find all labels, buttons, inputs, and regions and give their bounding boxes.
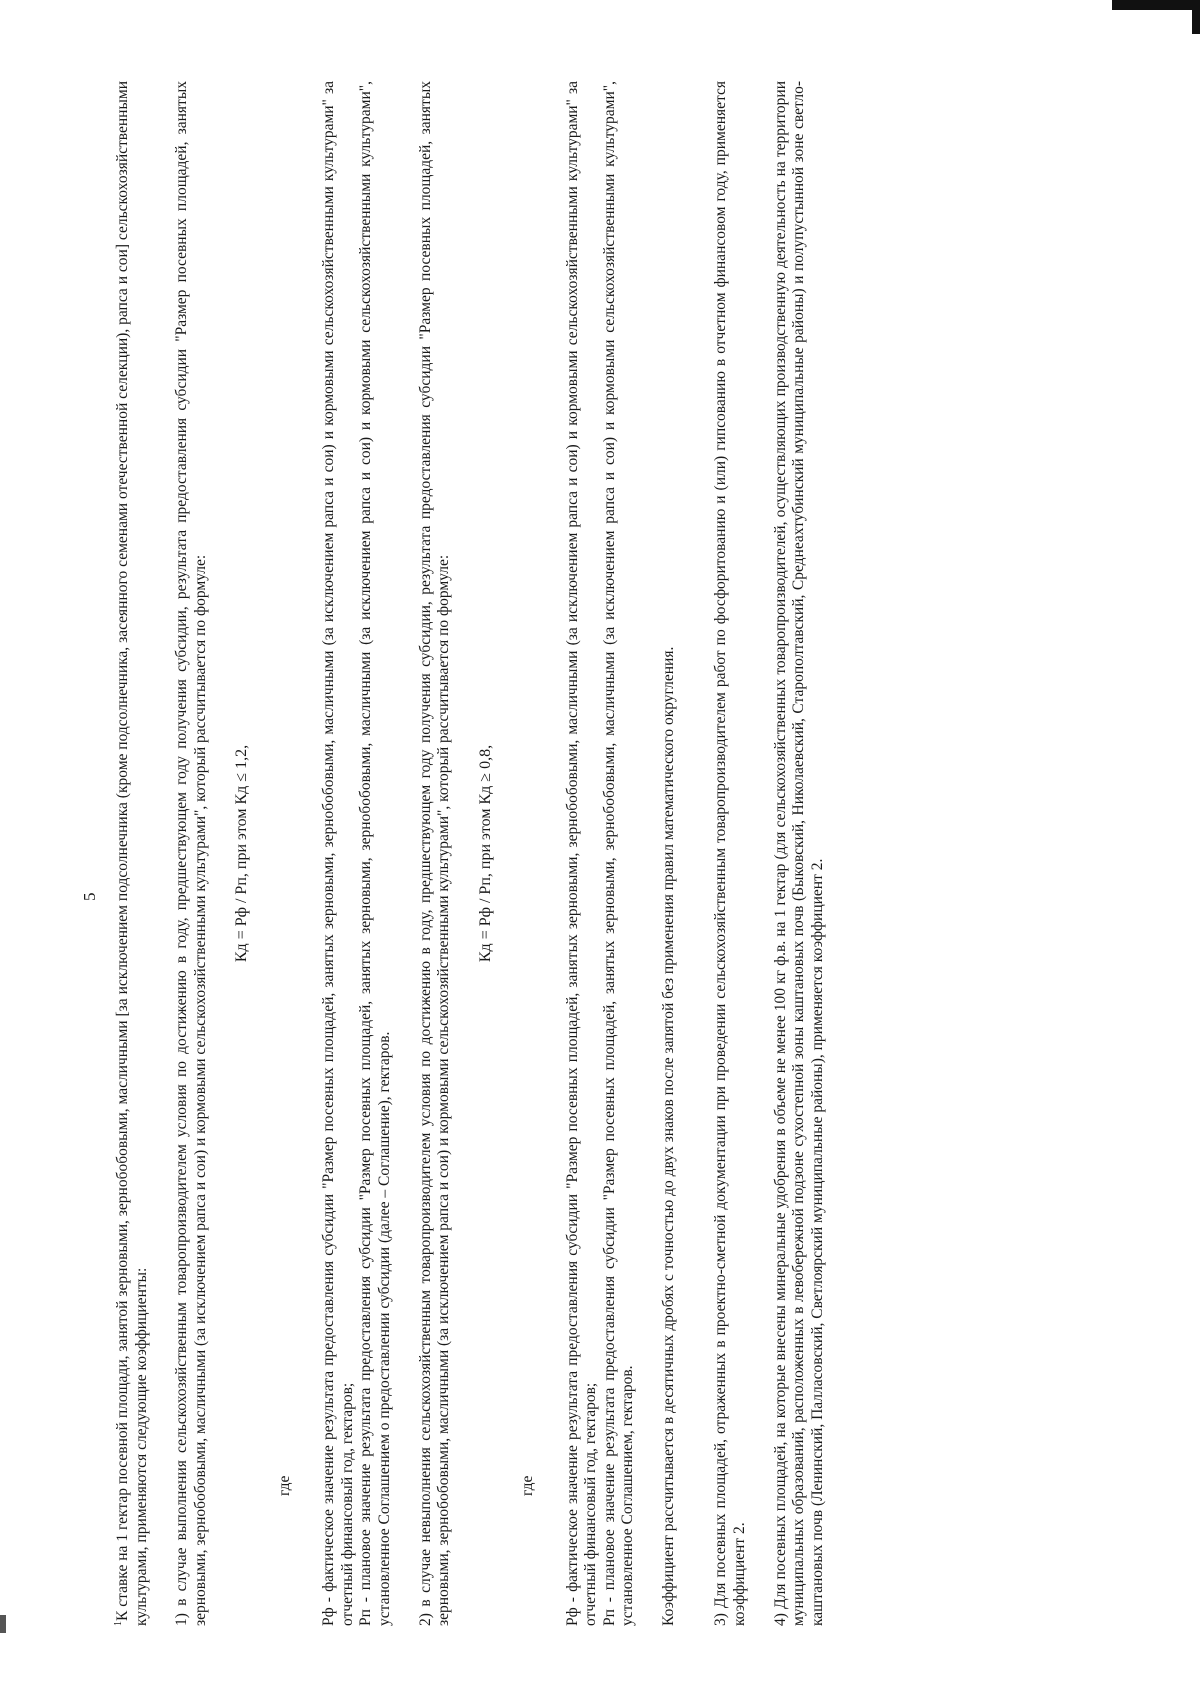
- condition-4-paragraph: 4) Для посевных площадей, на которые внесены минеральные удобрения в объеме не менее 100 кг ф.в. на 1 гектар (для сельскохозяйственных товаропроизводителей, осуществляющих производственную деятельность на территории муниципальных образований, расположенных в левобережной подзоне сухостепной зоны каштановых почв (Быковский, Николаевский, Старополтавский, Среднеахтубинский муниципальные районы) и полупустынной зоне светло-каштановых почв (Ленинский, Палласовский, Светлоярский муниципальные районы), применяется коэффициент 2.: [771, 81, 826, 1626]
- rounding-note: Коэффициент рассчитывается в десятичных дробях с точностью до двух знаков после запятой без применения правил математического округления.: [659, 646, 677, 1626]
- formula-1: Кд = Рф / Рп, при этом Кд ≤ 1,2,: [233, 744, 251, 963]
- page-number: 5: [80, 892, 99, 901]
- document-body: [62, 81, 827, 1626]
- footnote-marker: 1: [112, 1621, 124, 1626]
- condition-2-paragraph: 2) в случае невыполнения сельскохозяйственным товаропроизводителем условия по достижению в году, предшествующем году получения субсидии, результата предоставления субсидии "Размер посевных площадей, занятых зерновыми, зернобобовыми, масличными (за исключением рапса и сои) и кормовыми сельскохозяйственными культурами", который рассчитывается по формуле:: [416, 81, 453, 1626]
- formula-2: Кд = Рф / Рп, при этом Кд ≥ 0,8,: [476, 744, 494, 963]
- definition-rf-2: Рф - фактическое значение результата предоставления субсидии "Размер посевных площадей, занятых зерновыми, зернобобовыми, масличными (за исключением рапса и сои) и кормовыми сельскохозяйственными культурами" за отчетный финансовый год, гектаров;: [563, 81, 600, 1626]
- where-label-1: где: [275, 1475, 293, 1496]
- definition-rp-2: Рп - плановое значение результата предоставления субсидии "Размер посевных площадей, занятых зерновыми, зернобобовыми, масличными (за исключением рапса и сои) и кормовыми сельскохозяйственными культурами", установленное Соглашением, гектаров.: [600, 81, 637, 1626]
- condition-3-paragraph: 3) Для посевных площадей, отраженных в проектно-сметной документации при проведении сельскохозяйственным товаропроизводителем работ по фосфоритованию и (или) гипсованию в отчетном финансовом году, применяется коэффициент 2.: [712, 81, 749, 1626]
- where-label-2: где: [518, 1475, 536, 1496]
- intro-text: К ставке на 1 гектар посевной площади, занятой зерновыми, зернобобовыми, масличными [за исключением подсолнечника (кроме подсолнечника, засеянного семенами отечественной селекции), рапса и сои] сельскохозяйственными культурами, применяются следующие коэффициенты:: [114, 81, 150, 1626]
- condition-1-paragraph: 1) в случае выполнения сельскохозяйственным товаропроизводителем условия по достижению в году, предшествующем году получения субсидии, результата предоставления субсидии "Размер посевных площадей, занятых зерновыми, зернобобовыми, масличными (за исключением рапса и сои) и кормовыми сельскохозяйственными культурами", который рассчитывается по формуле:: [173, 81, 209, 1626]
- intro-paragraph: [114, 81, 151, 1626]
- definition-rp-1: Рп - плановое значение результата предоставления субсидии "Размер посевных площадей, занятых зерновыми, зернобобовыми, масличными (за исключением рапса и сои) и кормовыми сельскохозяйственными культурами", установленное Соглашением о предоставлении субсидии (далее – Соглашение), гектаров.: [357, 81, 393, 1626]
- definition-rf-1: Рф - фактическое значение результата предоставления субсидии "Размер посевных площадей, занятых зерновыми, зернобобовыми, масличными (за исключением рапса и сои) и кормовыми сельскохозяйственными культурами" за отчетный финансовый год, гектаров;: [320, 81, 356, 1626]
